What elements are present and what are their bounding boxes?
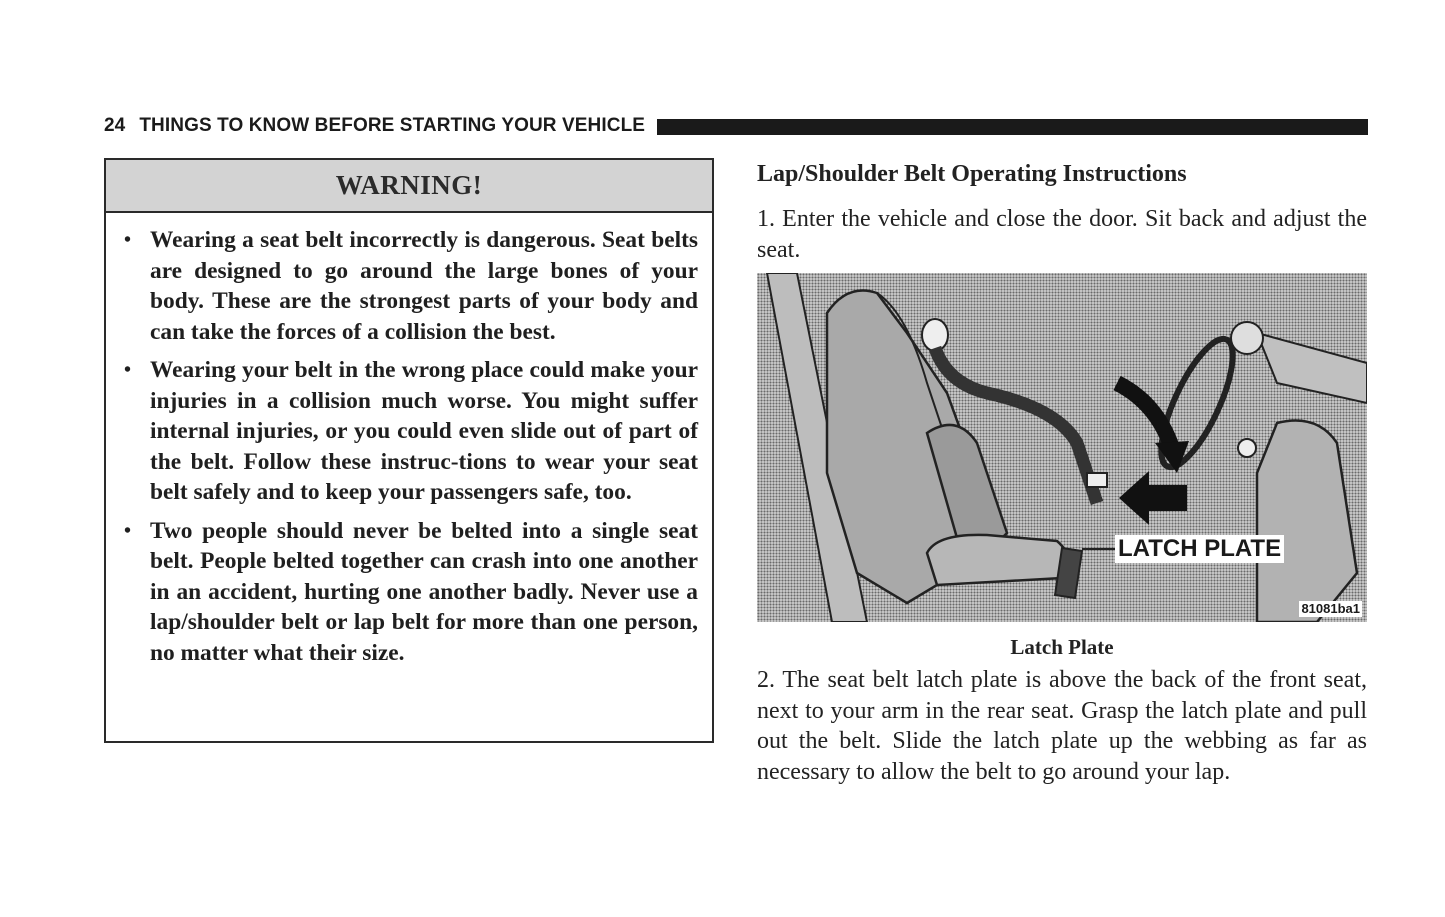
page-number: 24 xyxy=(104,115,126,136)
warning-item xyxy=(122,355,698,508)
section-heading: Lap/Shoulder Belt Operating Instructions xyxy=(757,161,1187,187)
warning-item xyxy=(122,225,698,347)
running-head xyxy=(104,114,1368,138)
section-title: THINGS TO KNOW BEFORE STARTING YOUR VEHICLE xyxy=(139,115,646,136)
instructions-column xyxy=(757,158,1367,787)
car-interior-drawing xyxy=(757,273,1367,622)
warning-item-text: Wearing a seat belt incorrectly is dangerous. Seat belts are designed to go around the large bones of your body. These are the strongest parts of your body and can take the forces of a collision the best. xyxy=(150,227,698,345)
warning-list xyxy=(106,213,712,668)
latch-plate-callout: LATCH PLATE xyxy=(1115,535,1284,563)
warning-item-text: Wearing your belt in the wrong place could make your injuries in a collision much worse. You might suffer internal injuries, or you could even slide out of part of the belt. Follow these instruc-tions to wear your seat belt safely and to keep your passengers safe, too. xyxy=(150,357,698,505)
bullet-icon: • xyxy=(124,229,132,251)
warning-box xyxy=(104,158,714,743)
latch-plate-illustration xyxy=(757,273,1367,622)
figure-code: 81081ba1 xyxy=(1301,601,1360,616)
figure-caption: Latch Plate xyxy=(1010,635,1114,659)
bullet-icon: • xyxy=(124,359,132,381)
header-rule xyxy=(657,119,1368,135)
warning-title: WARNING! xyxy=(106,160,712,213)
step-2-text: 2. The seat belt latch plate is above the back of the front seat, next to your arm in the rear seat. Grasp the latch plate and pull out the belt. Slide the latch plate up the webbing as far as necessary to allow the belt to go around your lap. xyxy=(757,667,1367,785)
step-1-text: 1. Enter the vehicle and close the door. Sit back and adjust the seat. xyxy=(757,206,1367,263)
warning-item xyxy=(122,516,698,669)
warning-item-text: Two people should never be belted into a single seat belt. People belted together can crash into one another in an accident, hurting one another badly. Never use a lap/shoulder belt or lap belt for more than one person, no matter what their size. xyxy=(150,517,698,666)
bullet-icon: • xyxy=(124,519,132,542)
